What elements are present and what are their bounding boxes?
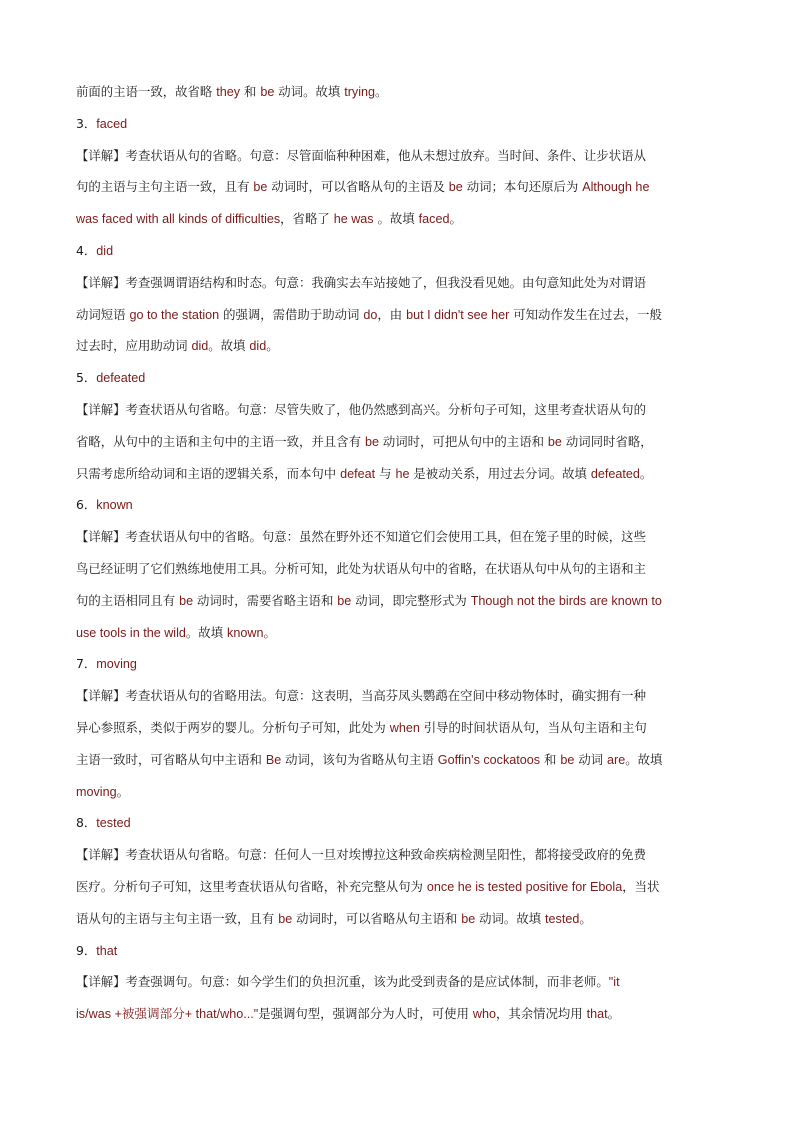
text-line: [76, 968, 736, 1000]
chinese-text: 动词，该句为省略从句主语: [281, 751, 438, 767]
chinese-text: 省略，从句中的主语和主句中的主语一致，并且含有: [76, 433, 365, 449]
chinese-text: 6．: [76, 497, 97, 513]
english-text: defeat: [340, 466, 376, 481]
chinese-text: 【详解】考查强调句。句意：如今学生们的负担沉重，该为此受到责备的是应试体制，而非老师。: [76, 974, 609, 990]
text-line: [76, 714, 736, 746]
chinese-text: 。: [266, 338, 279, 354]
chinese-text: 前面的主语一致，故省略: [76, 84, 217, 99]
chinese-text: 动词: [574, 751, 608, 767]
english-text: they: [216, 85, 241, 99]
chinese-text: 【详解】考查强调谓语结构和时态。句意：我确实去车站接她了，但我没看见她。由句意知此处为对谓语: [76, 274, 646, 290]
chinese-text: 只需考虑所给动词和主语的逻辑关系，而本句中: [76, 465, 341, 481]
english-text: when: [389, 720, 420, 735]
text-line: [76, 841, 736, 873]
text-line: [76, 110, 736, 142]
english-text: once he is tested positive for Ebola: [426, 879, 623, 894]
english-text: Be: [265, 752, 282, 767]
english-text: Though not the birds are known to: [470, 593, 662, 608]
english-text: be: [547, 434, 562, 449]
english-text: moving: [96, 657, 137, 672]
chinese-text: 【详解】考查状语从句的省略。句意：尽管面临种种困难，他从未想过放弃。当时间、条件、让步状语从: [76, 147, 646, 163]
chinese-text: 。故填: [185, 624, 228, 640]
chinese-text: 。: [607, 1006, 621, 1022]
chinese-text: 。: [639, 465, 653, 481]
chinese-text: 。: [263, 624, 276, 640]
chinese-text: 是强调句型，强调部分为人时，可使用: [258, 1006, 473, 1022]
chinese-text: ，其余情况均用: [495, 1006, 587, 1022]
text-line: [76, 555, 736, 587]
english-text: be: [337, 593, 352, 608]
text-line: [76, 301, 736, 333]
chinese-text: 。: [116, 783, 129, 799]
text-line: [76, 237, 736, 269]
chinese-text: 引导的时间状语从句，当从句主语和主句: [419, 719, 647, 735]
text-line: [76, 78, 736, 110]
chinese-text: 动词时，可以省略从句主语和: [292, 910, 462, 926]
chinese-text: 动词时，需要省略主语和: [193, 592, 338, 608]
chinese-text: 动词。故填: [475, 910, 546, 926]
english-text: trying: [344, 85, 375, 99]
chinese-text: 异心参照系，类似于两岁的婴儿。分析句子可知，此处为: [76, 719, 390, 735]
chinese-text: 主语一致时，可省略从句中主语和: [76, 751, 266, 767]
english-text: be: [278, 911, 293, 926]
chinese-text: ，由: [377, 306, 407, 322]
english-text: faced: [96, 116, 128, 131]
text-line: [76, 682, 736, 714]
english-text: Although he: [582, 180, 650, 195]
chinese-text: 动词时，可以省略从句的主语及: [267, 179, 449, 195]
chinese-text: 动词时，可把从句中的主语和: [378, 433, 548, 449]
english-text: is/was +被强调部分+ that/who...": [76, 1007, 259, 1022]
english-text: be: [253, 180, 268, 195]
text-line: [76, 873, 736, 905]
english-text: did: [191, 339, 209, 354]
chinese-text: 7．: [76, 656, 97, 672]
chinese-text: 动词，即完整形式为: [351, 592, 471, 608]
text-line: [76, 778, 736, 810]
chinese-text: ，当状: [622, 878, 660, 894]
text-line: [76, 746, 736, 778]
text-line: [76, 1000, 736, 1032]
english-text: be: [364, 434, 379, 449]
english-text: known: [227, 625, 264, 640]
text-line: [76, 142, 736, 174]
chinese-text: 过去时，应用助动词: [76, 338, 192, 354]
english-text: that: [586, 1007, 608, 1022]
text-line: [76, 809, 736, 841]
english-text: Goffin's cockatoos: [437, 752, 541, 767]
text-line: [76, 587, 736, 619]
text-line: [76, 937, 736, 969]
text-line: [76, 491, 736, 523]
chinese-text: 的强调，需借助于助动词: [219, 306, 364, 322]
english-text: do: [363, 307, 378, 322]
english-text: that: [96, 943, 118, 958]
english-text: he: [395, 466, 410, 481]
chinese-text: 动词；本句还原后为: [462, 179, 583, 195]
text-line: [76, 173, 736, 205]
english-text: be: [260, 85, 275, 99]
chinese-text: 动词同时省略，: [561, 433, 653, 449]
text-line: [76, 396, 736, 428]
english-text: moving: [76, 784, 117, 799]
english-text: tested: [545, 911, 580, 926]
chinese-text: 。故填: [208, 338, 250, 354]
chinese-text: 。: [375, 84, 388, 99]
english-text: who: [472, 1007, 496, 1022]
english-text: he was: [333, 212, 374, 227]
text-line: [76, 428, 736, 460]
english-text: be: [179, 593, 194, 608]
english-text: be: [448, 180, 463, 195]
text-line: [76, 619, 736, 651]
english-text: tested: [96, 816, 131, 831]
chinese-text: 3．: [76, 115, 97, 131]
english-text: go to the station: [129, 307, 220, 322]
chinese-text: 。故填: [625, 751, 663, 767]
chinese-text: 。: [579, 910, 592, 926]
answer-explanations: [76, 78, 736, 1032]
text-line: [76, 460, 736, 492]
chinese-text: 和: [240, 84, 261, 99]
text-line: [76, 650, 736, 682]
chinese-text: 语从句的主语与主句主语一致，且有: [76, 910, 279, 926]
text-line: [76, 364, 736, 396]
chinese-text: 句的主语与主句主语一致，且有: [76, 179, 254, 195]
english-text: but I didn't see her: [406, 307, 510, 322]
text-line: [76, 523, 736, 555]
chinese-text: 【详解】考查状语从句省略。句意：任何人一旦对埃博拉这种致命疾病检测呈阳性，都将接受政府的免费: [76, 847, 646, 863]
english-text: defeated: [590, 466, 640, 481]
chinese-text: 【详解】考查状语从句的省略用法。句意：这表明，当高芬凤头鹦鹉在空间中移动物体时，确实拥有一种: [76, 688, 646, 704]
chinese-text: 8．: [76, 815, 97, 831]
english-text: was faced with all kinds of difficulties: [76, 212, 281, 227]
chinese-text: 可知动作发生在过去，一般: [509, 306, 662, 322]
chinese-text: 。: [449, 211, 462, 227]
chinese-text: 是被动关系，用过去分词。故填: [409, 465, 591, 481]
chinese-text: 句的主语相同且有: [76, 592, 180, 608]
chinese-text: 。故填: [373, 211, 419, 227]
english-text: use tools in the wild: [76, 625, 186, 640]
chinese-text: ，省略了: [280, 211, 334, 227]
chinese-text: 9．: [76, 942, 97, 958]
chinese-text: 4．: [76, 242, 97, 258]
english-text: did: [96, 243, 114, 258]
chinese-text: 和: [540, 751, 561, 767]
english-text: known: [96, 498, 133, 513]
text-line: [76, 269, 736, 301]
chinese-text: 动词。故填: [274, 84, 345, 99]
english-text: defeated: [96, 371, 146, 386]
english-text: be: [461, 911, 476, 926]
chinese-text: 动词短语: [76, 306, 130, 322]
english-text: be: [560, 752, 575, 767]
chinese-text: 【详解】考查状语从句省略。句意：尽管失败了，他仍然感到高兴。分析句子可知，这里考查状语从句的: [76, 401, 646, 417]
english-text: "it: [608, 975, 620, 990]
text-line: [76, 205, 736, 237]
text-line: [76, 905, 736, 937]
english-text: are: [607, 752, 626, 767]
chinese-text: 与: [375, 465, 396, 481]
text-line: [76, 332, 736, 364]
chinese-text: 5．: [76, 370, 97, 386]
english-text: faced: [418, 212, 450, 227]
chinese-text: 鸟已经证明了它们熟练地使用工具。分析可知，此处为状语从句中的省略，在状语从句中从句的主语和主: [76, 560, 646, 576]
chinese-text: 医疗。分析句子可知，这里考查状语从句省略，补充完整从句为: [76, 878, 427, 894]
english-text: did: [249, 339, 267, 354]
chinese-text: 【详解】考查状语从句中的省略。句意：虽然在野外还不知道它们会使用工具，但在笼子里的时候，这些: [76, 529, 646, 545]
